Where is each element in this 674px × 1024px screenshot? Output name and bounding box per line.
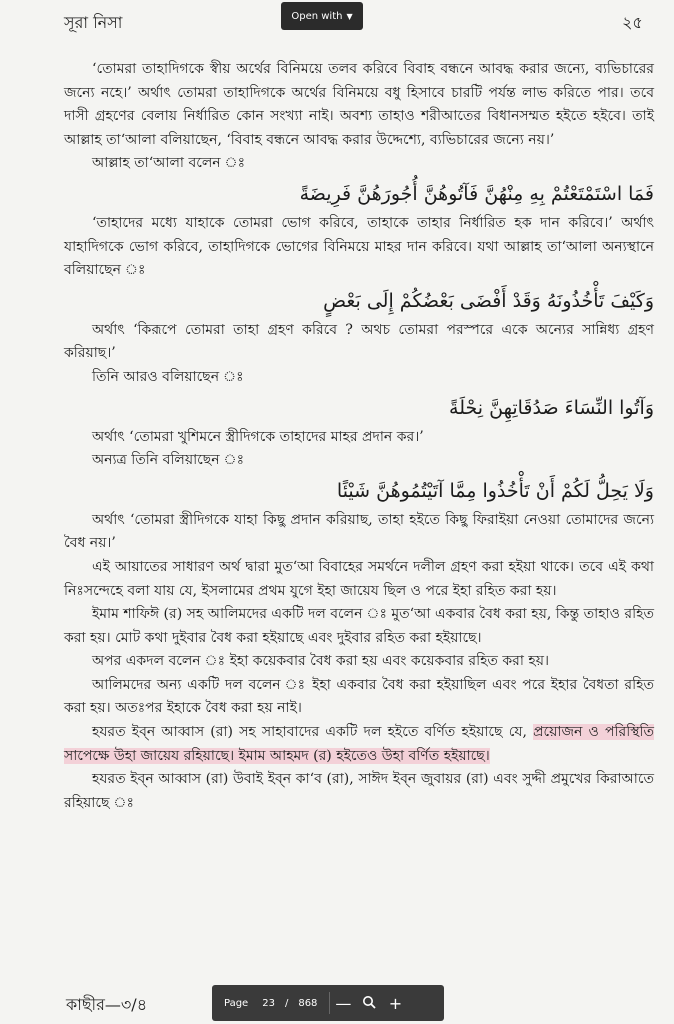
chevron-down-icon: ▼ — [346, 11, 353, 21]
arabic-verse: وَكَيْفَ تَأْخُذُونَهُ وَقَدْ أَفْضَى بَعْضُكُمْ إِلَى بَعْضٍ — [323, 289, 654, 312]
paragraph — [64, 721, 654, 768]
paragraph-text: হযরত ইব্‌ন আব্বাস (রা) সহ সাহাবাদের একটি দল হইতে বর্ণিত হইয়াছে যে, — [92, 724, 534, 741]
page-header-title: সূরা নিসা — [64, 13, 123, 32]
current-page-input[interactable]: 23 — [262, 997, 275, 1009]
arabic-verse: وَلَا يَحِلُّ لَكُمْ أَنْ تَأْخُذُوا مِمَّا آتَيْتُمُوهُنَّ شَيْئًا — [336, 479, 654, 502]
zoom-out-button[interactable]: — — [335, 993, 352, 1013]
page-separator: / — [284, 997, 289, 1009]
paragraph: আলিমদের অন্য একটি দল বলেন ঃ ইহা একবার বৈধ করা হইয়াছিল এবং পরে ইহার বৈধতা রহিত করা হয়। অতঃপর ইহাকে বৈধ করা হয় নাই। — [64, 676, 654, 717]
open-with-button[interactable] — [281, 2, 363, 30]
paragraph: তিনি আরও বলিয়াছেন ঃ — [92, 368, 244, 385]
paragraph: এই আয়াতের সাধারণ অর্থ দ্বারা মুত‘আ বিবাহের সমর্থনে দলীল গ্রহণ করা হইয়া থাকে। তবে এই কথা নিঃসন্দেহে বলা যায় যে, ইসলামের প্রথম যুগে ইহা জায়েয ছিল ও পরে ইহা রহিত করা হয়। — [64, 558, 654, 599]
highlighted-text: প্রয়োজন ও পরিস্থিতি সাপেক্ষে উহা জায়েয রহিয়াছে। ইমাম আহমদ (র) হইতেও উহা বর্ণিত হইয়াছে। — [64, 724, 654, 764]
zoom-in-button[interactable]: + — [388, 993, 403, 1013]
total-pages: 868 — [298, 997, 318, 1009]
arabic-verse: وَآتُوا النِّسَاءَ صَدُقَاتِهِنَّ نِحْلَةً — [449, 396, 654, 419]
page-header-number: ২৫ — [622, 13, 643, 32]
paragraph: অর্থাৎ ‘কিরূপে তোমরা তাহা গ্রহণ করিবে ? অথচ তোমরা পরস্পরে একে অন্যের সান্নিধ্য গ্রহণ করিয়াছ।’ — [64, 321, 654, 362]
paragraph: অর্থাৎ ‘তোমরা খুশিমনে স্ত্রীদিগকে তাহাদের মাহর প্রদান কর।’ — [92, 428, 424, 445]
paragraph: ‘তাহাদের মধ্যে যাহাকে তোমরা ভোগ করিবে, তাহাকে তাহার নির্ধারিত হক দান করিবে।’ অর্থাৎ যাহাদিগকে ভোগ করিবে, তাহাদিগকে ভোগের বিনিময়ে মাহর দান করিবে। যথা আল্লাহ তা‘আলা অন্যস্থানে বলিয়াছেন ঃ — [64, 214, 654, 279]
paragraph: আল্লাহ তা‘আলা বলেন ঃ — [92, 155, 246, 172]
magnifier-icon — [362, 995, 376, 1009]
zoom-search-icon[interactable] — [356, 994, 382, 1013]
paragraph: ‘তোমরা তাহাদিগকে স্বীয় অর্থের বিনিময়ে তলব করিবে বিবাহ বন্ধনে আবদ্ধ করার জন্যে, ব্যভিচারের জন্যে নহে।’ অর্থাৎ তোমরা তাহাদিগকে অর্থের বিনিময়ে বধু হিসাবে চারটি পর্যন্ত লাভ করিতে পার। তবে দাসী গ্রহণের বেলায় নির্ধারিত কোন সংখ্যা নাই। অবশ্য তাহাও শরীআতের বিধানসম্মত হইতে হইবে। তাই আল্লাহ তা‘আলা বলিয়াছেন, ‘বিবাহ বন্ধনে আবদ্ধ করার উদ্দেশ্যে, ব্যভিচারের জন্যে নয়।’ — [64, 61, 654, 148]
page-navigation-bar — [212, 985, 444, 1021]
paragraph: অর্থাৎ ‘তোমরা স্ত্রীদিগকে যাহা কিছু প্রদান করিয়াছ, তাহা হইতে কিছু ফিরাইয়া নেওয়া তোমাদের জন্যে বৈধ নয়।’ — [64, 511, 654, 552]
arabic-verse: فَمَا اسْتَمْتَعْتُمْ بِهِ مِنْهُنَّ فَآتُوهُنَّ أُجُورَهُنَّ فَرِيضَةً — [299, 182, 654, 205]
page-label: Page — [224, 997, 249, 1009]
page-footer: কাছীর—৩/৪ — [66, 995, 148, 1014]
paragraph: অন্যত্র তিনি বলিয়াছেন ঃ — [92, 452, 245, 469]
paragraph: হযরত ইব্‌ন আব্বাস (রা) উবাই ইব্‌ন কা‘ব (রা), সাঈদ ইব্‌ন জুবায়র (রা) এবং সুদ্দী প্রমুখের কিরাআতে রহিয়াছে ঃ — [64, 771, 654, 811]
paragraph: অপর একদল বলেন ঃ ইহা কয়েকবার বৈধ করা হয় এবং কয়েকবার রহিত করা হয়। — [92, 653, 549, 670]
page-body — [64, 58, 654, 815]
paragraph: ইমাম শাফিঈ (র) সহ আলিমদের একটি দল বলেন ঃ মুত‘আ একবার বৈধ করা হয়, কিন্তু তাহাও রহিত করা হয়। মোট কথা দুইবার বৈধ করা হইয়াছে এবং দুইবার রহিত করা হইয়াছে। — [64, 606, 654, 646]
open-with-label: Open with — [291, 10, 343, 22]
